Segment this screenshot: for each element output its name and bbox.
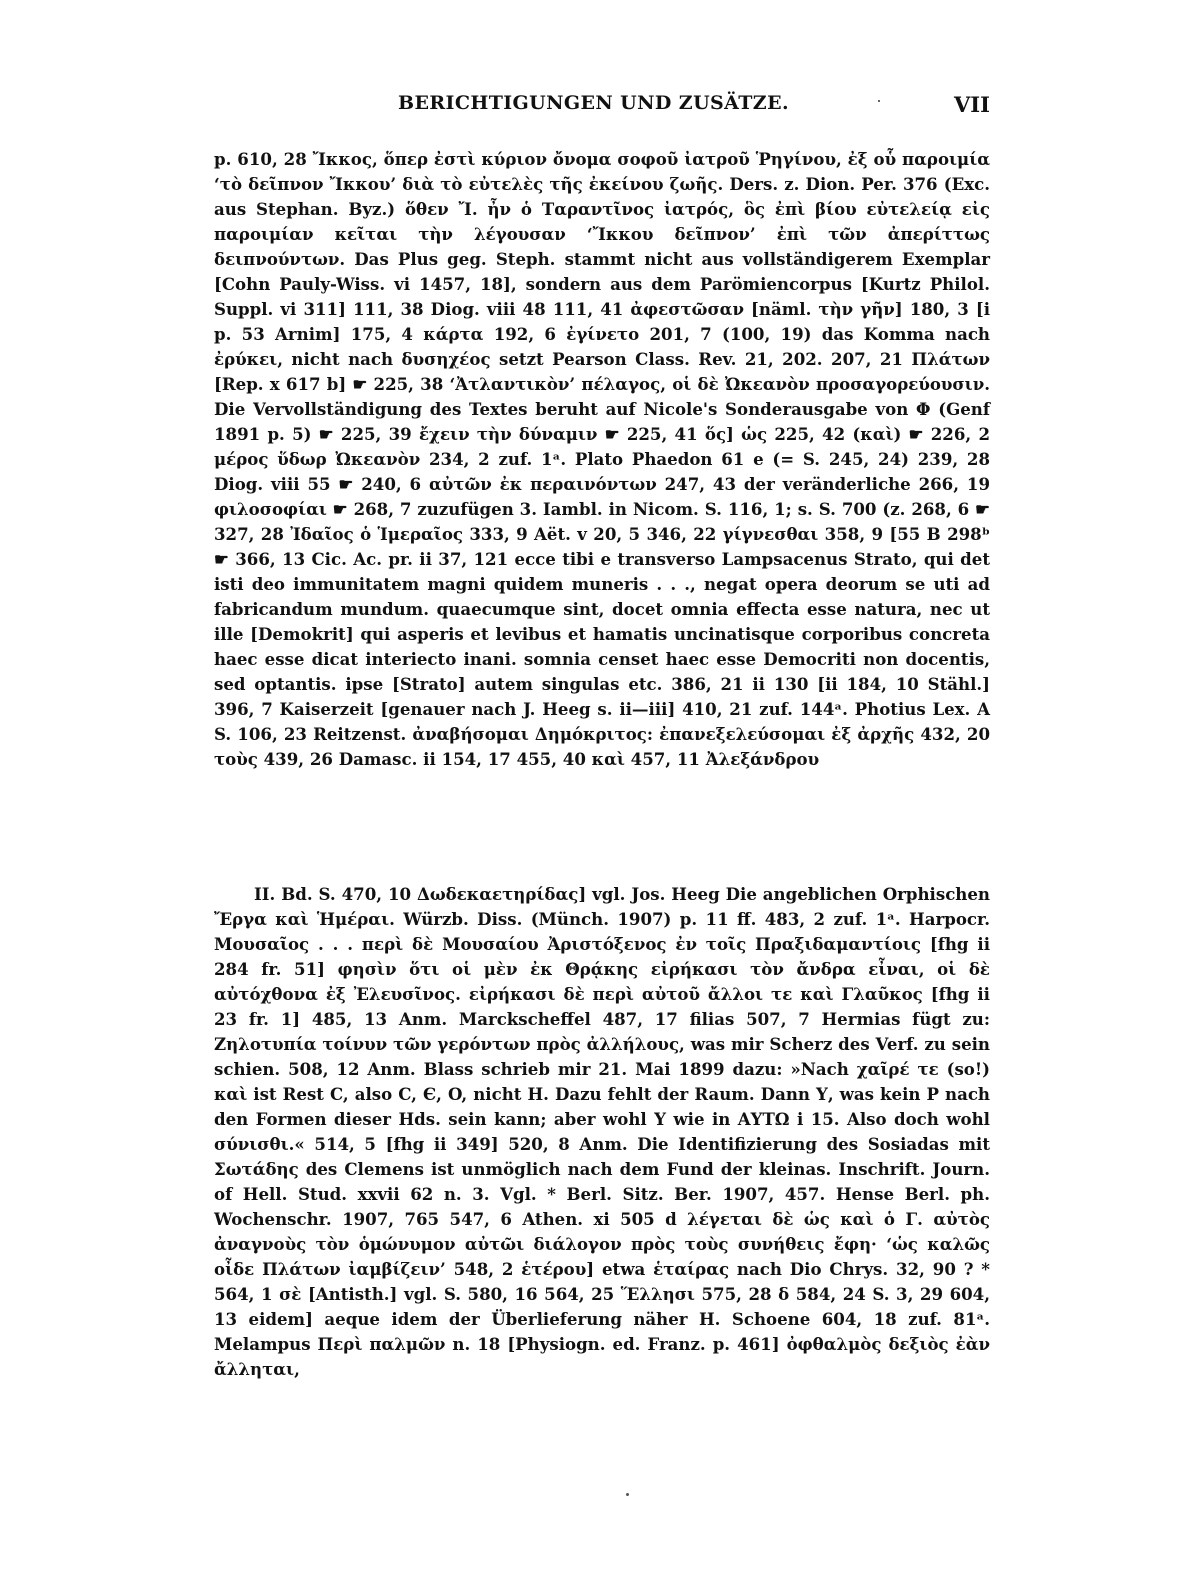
page-number: VII [954, 92, 990, 117]
corrections-paragraph-volume-2: II. Bd. S. 470, 10 Δωδεκαετηρίδας] vgl. Jos. Heeg Die angeblichen Orphischen Ἔργα καὶ Ἡμέραι. Würzb. Diss. (Münch. 1907) p. 11 ff. 483, 2 zuf. 1ᵃ. Harpocr. Μουσαῖος . . . περὶ δὲ Μουσαίου Ἀριστόξενος ἐν τοῖς Πραξιδαμαντίοις [fhg ii 284 fr. 51] φησὶν ὅτι οἱ μὲν ἐκ Θρᾴκης εἰρήκασι τὸν ἄνδρα εἶναι, οἱ δὲ αὐτόχθονα ἐξ Ἐλευσῖνος. εἰρήκασι δὲ περὶ αὐτοῦ ἄλλοι τε καὶ Γλαῦκος [fhg ii 23 fr. 1] 485, 13 Anm. Marckscheffel 487, 17 filias 507, 7 Hermias fügt zu: Ζηλοτυπία τοίνυν τῶν γερόντων πρὸς ἀλλήλους, was mir Scherz des Verf. zu sein schien. 508, 12 Anm. Blass schrieb mir 21. Mai 1899 dazu: »Nach χαῖρέ τε (so!) καὶ ist Rest C, also C, Є, O, nicht H. Dazu fehlt der Raum. Dann Υ, was kein P nach den Formen dieser Hds. sein kann; aber wohl Υ wie in ΑΥΤΩ i 15. Also doch wohl σύνισθι.« 514, 5 [fhg ii 349] 520, 8 Anm. Die Identifizierung des Sosiadas mit Σωτάδης des Clemens ist unmöglich nach dem Fund der kleinas. Inschrift. Journ. of Hell. Stud. xxvii 62 n. 3. Vgl. * Berl. Sitz. Ber. 1907, 457. Hense Berl. ph. Wochenschr. 1907, 765 547, 6 Athen. xi 505 d λέγεται δὲ ὡς καὶ ὁ Γ. αὐτὸς ἀναγνοὺς τὸν ὁμώνυμον αὐτῶι διάλογον πρὸς τοὺς συνήθεις ἔφη· ‘ὡς καλῶς οἶδε Πλάτων ἰαμβίζειν’ 548, 2 ἑτέρου] etwa ἑταίρας nach Dio Chrys. 32, 90 ? * 564, 1 σὲ [Antisth.] vgl. S. 580, 16 564, 25 Ἕλλησι 575, 28 δ 584, 24 S. 3, 29 604, 13 eidem] aeque idem der Überlieferung näher H. Schoene 604, 18 zuf. 81ᵃ. Melampus Περὶ παλμῶν n. 18 [Physiogn. ed. Franz. p. 461] ὀφθαλμὸς δεξιὸς ἐὰν ἄλληται, [214, 884, 990, 1379]
print-speck-bottom [626, 1493, 629, 1496]
running-title: BERICHTIGUNGEN UND ZUSÄTZE. [398, 92, 789, 114]
print-speck [878, 100, 880, 102]
corrections-paragraph-volume-1: p. 610, 28 Ἴκκος, ὅπερ ἐστὶ κύριον ὄνομα σοφοῦ ἰατροῦ Ῥηγίνου, ἐξ οὗ παροιμία ‘τὸ δεῖπνον Ἴκκου’ διὰ τὸ εὐτελὲς τῆς ἐκείνου ζωῆς. Ders. z. Dion. Per. 376 (Exc. aus Stephan. Byz.) ὅθεν Ἴ. ἦν ὁ Ταραντῖνος ἰατρός, ὃς ἐπὶ βίου εὐτελείᾳ εἰς παροιμίαν κεῖται τὴν λέγουσαν ‘Ἴκκου δεῖπνον’ ἐπὶ τῶν ἀπερίττως δειπνούντων. Das Plus geg. Steph. stammt nicht aus vollständigerem Exemplar [Cohn Pauly-Wiss. vi 1457, 18], sondern aus dem Parömiencorpus [Kurtz Philol. Suppl. vi 311] 111, 38 Diog. viii 48 111, 41 ἀφεστῶσαν [näml. τὴν γῆν] 180, 3 [i p. 53 Arnim] 175, 4 κάρτα 192, 6 ἐγίνετο 201, 7 (100, 19) das Komma nach ἐρύκει, nicht nach δυσηχέος setzt Pearson Class. Rev. 21, 202. 207, 21 Πλάτων [Rep. x 617 b] ☛ 225, 38 ‘Ἀτλαντικὸν’ πέλαγος, οἱ δὲ Ὠκεανὸν προσαγορεύουσιν. Die Vervollständigung des Textes beruht auf Nicole's Sonderausgabe von Φ (Genf 1891 p. 5) ☛ 225, 39 ἔχειν τὴν δύναμιν ☛ 225, 41 ὅς] ὡς 225, 42 (καὶ) ☛ 226, 2 μέρος ὕδωρ Ὠκεανὸν 234, 2 zuf. 1ᵃ. Plato Phaedon 61 e (= S. 245, 24) 239, 28 Diog. viii 55 ☛ 240, 6 αὐτῶν ἐκ περαινόντων 247, 43 der veränderliche 266, 19 φιλοσοφίαι ☛ 268, 7 zuzufügen 3. Iambl. in Nicom. S. 116, 1; s. S. 700 (z. 268, 6 ☛ 327, 28 Ἰδαῖος ὁ Ἱμεραῖος 333, 9 Aët. v 20, 5 346, 22 γίγνεσθαι 358, 9 [55 B 298ᵇ ☛ 366, 13 Cic. Ac. pr. ii 37, 121 ecce tibi e transverso Lampsacenus Strato, qui det isti deo immunitatem magni quidem muneris . . ., negat opera deorum se uti ad fabricandum mundum. quaecumque sint, docet omnia effecta esse natura, nec ut ille [Demokrit] qui asperis et levibus et hamatis uncinatisque corporibus concreta haec esse dicat interiecto inani. somnia censet haec esse Democriti non docentis, sed optantis. ipse [Strato] autem singulas etc. 386, 21 ii 130 [ii 184, 10 Stähl.] 396, 7 Kaiserzeit [genauer nach J. Heeg s. ii—iii] 410, 21 zuf. 144ᵃ. Photius Lex. A S. 106, 23 Reitzenst. ἀναβήσομαι Δημόκριτος: ἐπανεξελεύσομαι ἐξ ἀρχῆς 432, 20 τοὺς 439, 26 Damasc. ii 154, 17 455, 40 καὶ 457, 11 Ἀλεξάνδρου [214, 149, 990, 769]
